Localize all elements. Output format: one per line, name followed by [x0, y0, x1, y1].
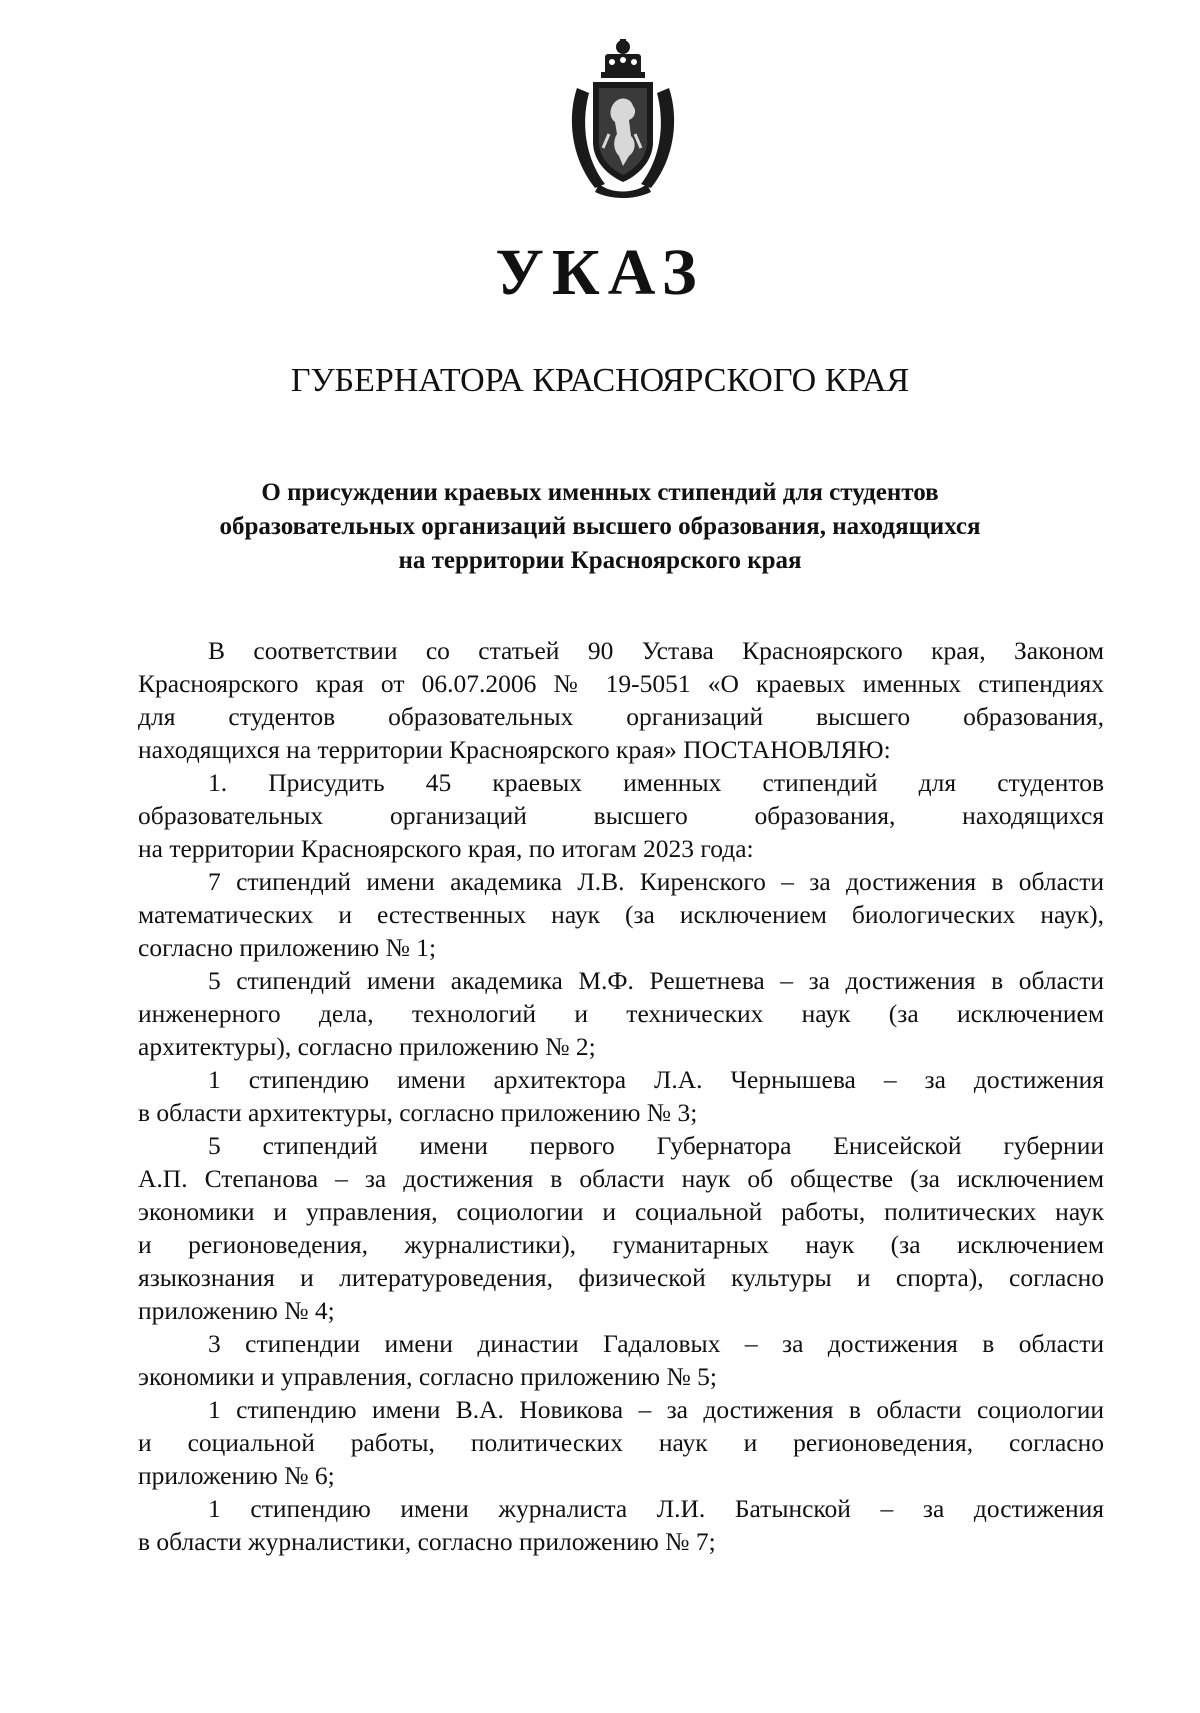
body-line: приложению № 4; — [138, 1296, 335, 1325]
subject-line: О присуждении краевых именных стипендий для студентов — [261, 479, 939, 506]
document-body — [138, 634, 1104, 1558]
body-line: находящихся на территории Красноярского края» ПОСТАНОВЛЯЮ: — [138, 735, 891, 764]
body-line: согласно приложению № 1; — [138, 933, 437, 962]
body-line: для студентов образовательных организаций высшего образования, — [138, 702, 1104, 731]
body-line: инженерного дела, технологий и технических наук (за исключением — [138, 999, 1104, 1028]
body-line: математических и естественных наук (за исключением биологических наук), — [138, 900, 1104, 929]
body-line: и социальной работы, политических наук и регионоведения, согласно — [138, 1428, 1104, 1457]
body-line: 7 стипендий имени академика Л.В. Киренского – за достижения в области — [208, 867, 1104, 896]
body-line: образовательных организаций высшего образования, находящихся — [138, 801, 1104, 830]
body-line: А.П. Степанова – за достижения в области наук об обществе (за исключением — [138, 1164, 1104, 1193]
body-line: В соответствии со статьей 90 Устава Красноярского края, Законом — [208, 636, 1104, 665]
body-line: 5 стипендий имени академика М.Ф. Решетнева – за достижения в области — [208, 966, 1104, 995]
subject-line: на территории Красноярского края — [398, 547, 802, 574]
document-subject — [150, 476, 1050, 578]
body-line: приложению № 6; — [138, 1461, 335, 1490]
body-line: экономики и управления, согласно приложению № 5; — [138, 1362, 718, 1391]
document-type-title: УКАЗ — [495, 236, 705, 309]
body-line: 5 стипендий имени первого Губернатора Енисейской губернии — [208, 1131, 1104, 1160]
body-line: и регионоведения, журналистики), гуманитарных наук (за исключением — [138, 1230, 1104, 1259]
body-line: языкознания и литературоведения, физической культуры и спорта), согласно — [138, 1263, 1104, 1292]
body-line: архитектуры), согласно приложению № 2; — [138, 1032, 596, 1061]
body-line: на территории Красноярского края, по итогам 2023 года: — [138, 834, 754, 863]
body-line: 1 стипендию имени архитектора Л.А. Чернышева – за достижения — [208, 1065, 1104, 1094]
body-line: 1 стипендию имени журналиста Л.И. Батынской – за достижения — [208, 1494, 1104, 1523]
body-line: 1 стипендию имени В.А. Новикова – за достижения в области социологии — [208, 1395, 1104, 1424]
body-line: в области журналистики, согласно приложению № 7; — [138, 1527, 716, 1556]
body-line: 3 стипендии имени династии Гадаловых – за достижения в области — [208, 1329, 1104, 1358]
subject-line: образовательных организаций высшего образования, находящихся — [219, 513, 981, 540]
body-line: 1. Присудить 45 краевых именных стипендий для студентов — [208, 768, 1104, 797]
body-line: экономики и управления, социологии и социальной работы, политических наук — [138, 1197, 1104, 1226]
coat-of-arms-emblem — [565, 38, 681, 198]
body-line: Красноярского края от 06.07.2006 № 19-5051 «О краевых именных стипендиях — [138, 669, 1104, 698]
issuer-heading: ГУБЕРНАТОРА КРАСНОЯРСКОГО КРАЯ — [290, 362, 910, 399]
body-line: в области архитектуры, согласно приложению № 3; — [138, 1098, 698, 1127]
